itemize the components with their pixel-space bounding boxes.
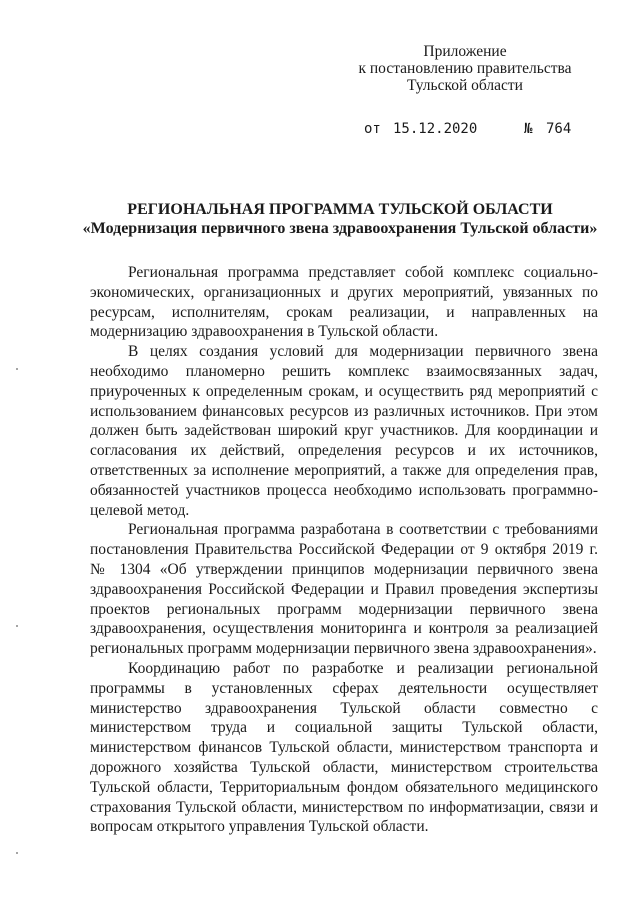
scan-speck: [16, 368, 18, 370]
paragraph: Региональная программа разработана в соответствии с требованиями постановления Правительства Российской Федерации от 9 октября 2019 г. № 1304 «Об утверждении принципов модернизации первичного звена здравоохранения Российской Федерации и Правил проведения экспертизы проектов региональных программ модернизации первичного звена здравоохранения, осуществления мониторинга и контроля за реализацией региональных программ модернизации первичного звена здравоохранения».: [90, 521, 598, 658]
appendix-line-3: Тульской области: [407, 77, 523, 94]
paragraph: Региональная программа представляет собой комплекс социально-экономических, организационных и других мероприятий, увязанных по ресурсам, исполнителям, срокам реализации, и направленных на модернизацию здравоохранения в Тульской области.: [90, 264, 598, 341]
appendix-line-1: Приложение: [423, 43, 507, 60]
scan-speck: [16, 852, 18, 854]
date-label: от: [364, 121, 381, 137]
number-label: №: [524, 121, 533, 137]
paragraph: Координацию работ по разработке и реализации региональной программы в установленных сферах деятельности осуществляет министерство здравоохранения Тульской области совместно с министерством труда и социальной защиты Тульской области, министерством финансов Тульской области, министерством транспорта и дорожного хозяйства Тульской области, министерством строительства Тульской области, Территориальным фондом обязательного медицинского страхования Тульской области, министерством по информатизации, связи и вопросам открытого управления Тульской области.: [90, 659, 598, 836]
resolution-number: 764: [546, 121, 572, 137]
document-body: [90, 263, 598, 837]
appendix-line-2: к постановлению правительства: [358, 60, 572, 77]
paragraph: В целях создания условий для модернизации первичного звена необходимо планомерно решить комплекс взаимосвязанных задач, приуроченных к определенным срокам, и осуществить ряд мероприятий с использованием финансовых ресурсов из различных источников. При этом должен быть задействован широкий круг участников. Для координации и согласования их действий, определения ресурсов и их источников, ответственных за исполнение мероприятий, а также для определения прав, обязанностей участников процесса необходимо использовать программно-целевой метод.: [90, 343, 598, 519]
document-title: [70, 200, 610, 238]
title-subtitle: «Модернизация первичного звена здравоохранения Тульской области»: [82, 220, 598, 237]
scan-speck: [16, 625, 18, 627]
title-main: РЕГИОНАЛЬНАЯ ПРОГРАММА ТУЛЬСКОЙ ОБЛАСТИ: [127, 201, 553, 218]
resolution-date: 15.12.2020: [393, 121, 478, 137]
appendix-header: [330, 43, 600, 94]
